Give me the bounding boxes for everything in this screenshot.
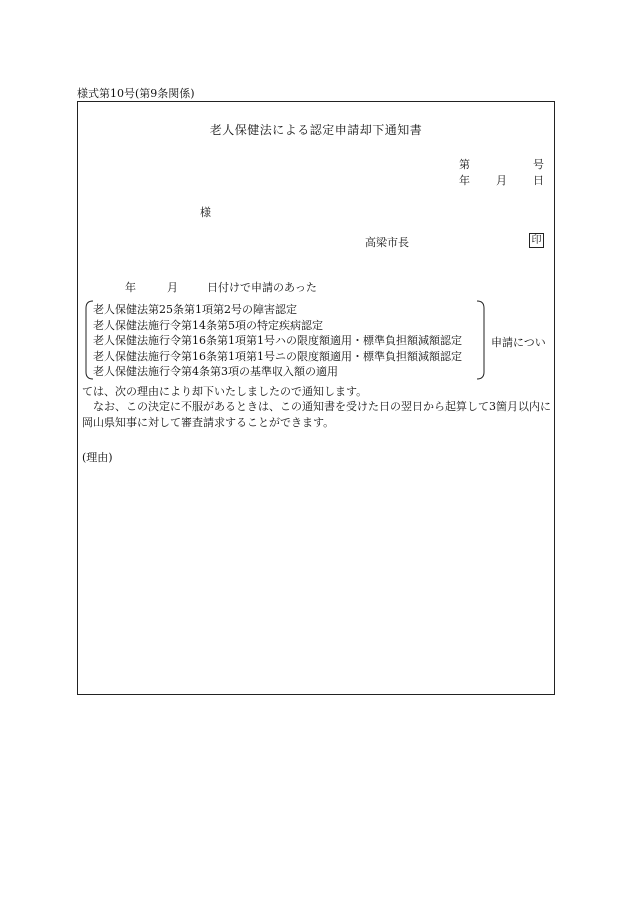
- seal-mark: 印: [529, 233, 544, 248]
- list-item: 老人保健法施行令第16条第1項第1号ハの限度額適用・標準負担額減額認定: [93, 334, 462, 347]
- intro-year: 年: [125, 281, 136, 294]
- document-title: 老人保健法による認定申請却下通知書: [209, 123, 423, 137]
- date-day: 日: [533, 174, 544, 187]
- list-item: 老人保健法施行令第4条第3項の基準収入額の適用: [93, 365, 338, 378]
- date-month: 月: [496, 174, 507, 187]
- intro-month: 月: [167, 281, 178, 294]
- right-brace: [476, 300, 488, 380]
- list-item: 老人保健法施行令第16条第1項第1号ニの限度額適用・標準負担額減額認定: [93, 349, 462, 363]
- issuer-name: 高梁市長: [365, 236, 409, 249]
- addressee-suffix: 様: [200, 206, 211, 219]
- number-suffix: 号: [533, 158, 544, 171]
- appeal-notice: なお、この決定に不服があるときは、この通知書を受けた日の翌日から起算して3箇月以内に岡山県知事に対して審査請求することができます。: [82, 400, 551, 429]
- form-number-label: 様式第10号(第9条関係): [77, 87, 195, 100]
- list-item: 老人保健法第25条第1項第2号の障害認定: [93, 303, 297, 316]
- rejection-statement: ては、次の理由により却下いたしましたので通知します。: [82, 385, 368, 398]
- list-item: 老人保健法施行令第14条第5項の特定疾病認定: [93, 318, 323, 332]
- intro-line: [125, 279, 317, 295]
- date-year: 年: [459, 174, 470, 187]
- intro-text: 日付けで申請のあった: [207, 281, 317, 294]
- apply-suffix: 申請につい: [491, 336, 546, 349]
- application-types-list: [93, 302, 462, 380]
- reason-label: (理由): [82, 451, 113, 464]
- notice-frame: [77, 101, 555, 695]
- number-prefix: 第: [459, 158, 470, 171]
